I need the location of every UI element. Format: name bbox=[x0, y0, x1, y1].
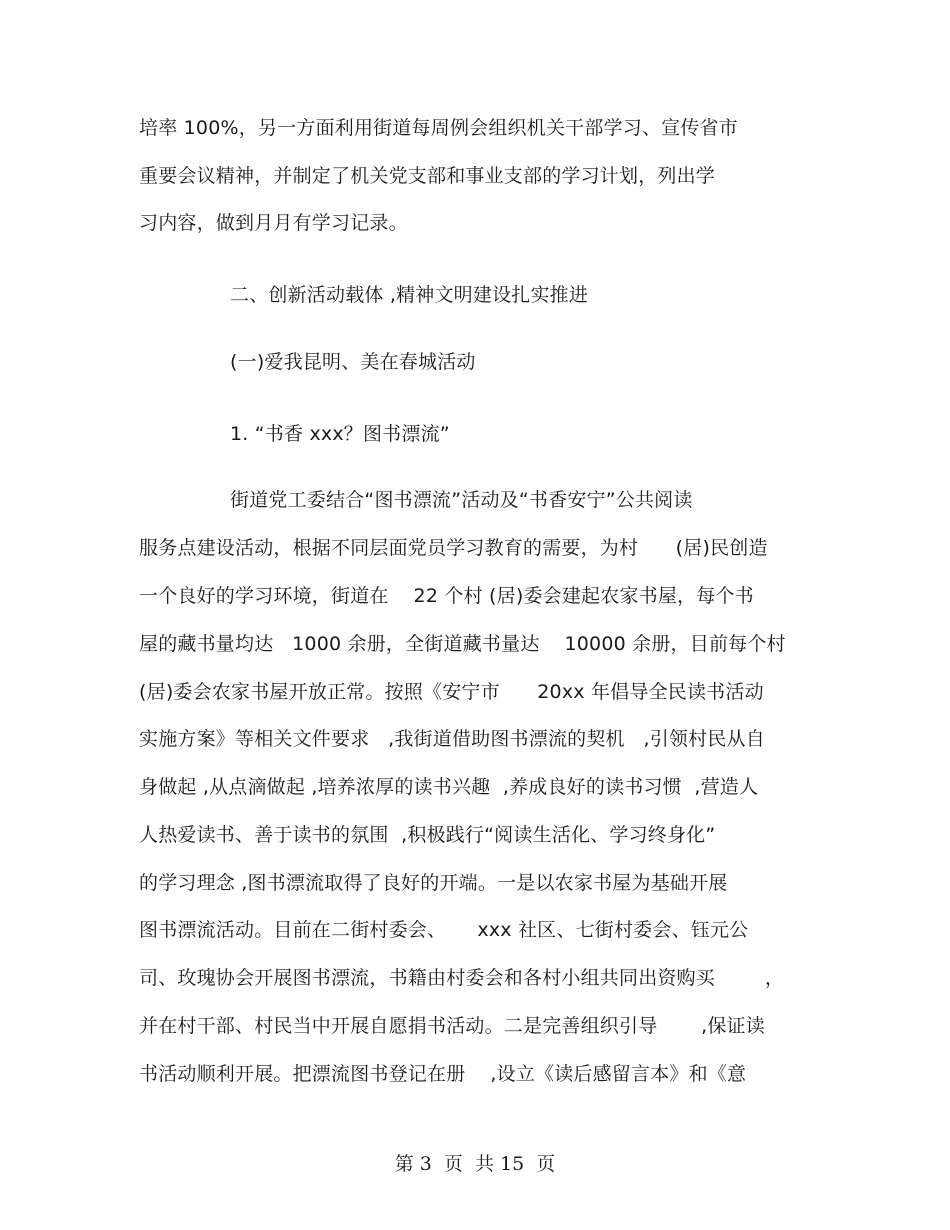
body-text-line: 身做起 ,从点滴做起 ,培养浓厚的读书兴趣 ,养成良好的读书习惯 ,营造人 bbox=[139, 776, 759, 798]
body-text-line: 培率 100%，另一方面利用街道每周例会组织机关干部学习、宣传省市 bbox=[139, 117, 738, 139]
body-text-line: (居)委会农家书屋开放正常。按照《安宁市 20xx 年倡导全民读书活动 bbox=[139, 681, 764, 703]
body-text-line: 服务点建设活动，根据不同层面党员学习教育的需要，为村 (居)民创造 bbox=[139, 537, 768, 559]
paragraph-first-line: 街道党工委结合“图书漂流”活动及“书香安宁”公共阅读 bbox=[230, 489, 693, 511]
section-heading: 二、创新活动载体 ,精神文明建设扎实推进 bbox=[230, 284, 589, 306]
body-text-line: 人热爱读书、善于读书的氛围 ,积极践行“阅读生活化、学习终身化” bbox=[139, 824, 716, 846]
body-text-line: 一个良好的学习环境，街道在 22 个村 (居)委会建起农家书屋，每个书 bbox=[139, 585, 754, 607]
body-text-line: 图书漂流活动。目前在二街村委会、 xxx 社区、七街村委会、钰元公 bbox=[139, 919, 749, 941]
page-number-footer: 第 3 页 共 15 页 bbox=[394, 1153, 556, 1175]
body-text-line: 的学习理念 ,图书漂流取得了良好的开端。一是以农家书屋为基础开展 bbox=[139, 872, 728, 894]
body-text-line: 书活动顺利开展。把漂流图书登记在册 ,设立《读后感留言本》和《意 bbox=[139, 1063, 747, 1085]
body-text-line: 重要会议精神，并制定了机关党支部和事业支部的学习计划，列出学 bbox=[139, 165, 716, 187]
body-text-line: 司、玫瑰协会开展图书漂流，书籍由村委会和各村小组共同出资购买 ， bbox=[139, 967, 785, 989]
item-heading: 1. “书香 xxx？图书漂流” bbox=[230, 423, 450, 445]
body-text-line: 习内容，做到月月有学习记录。 bbox=[139, 212, 408, 234]
subsection-heading: (一)爱我昆明、美在春城活动 bbox=[230, 351, 476, 373]
body-text-line: 并在村干部、村民当中开展自愿捐书活动。二是完善组织引导 ,保证读 bbox=[139, 1015, 765, 1037]
body-text-line: 屋的藏书量均达 1000 余册，全街道藏书量达 10000 余册，目前每个村 bbox=[139, 633, 786, 655]
body-text-line: 实施方案》等相关文件要求 ,我街道借助图书漂流的契机 ,引领村民从自 bbox=[139, 728, 765, 750]
